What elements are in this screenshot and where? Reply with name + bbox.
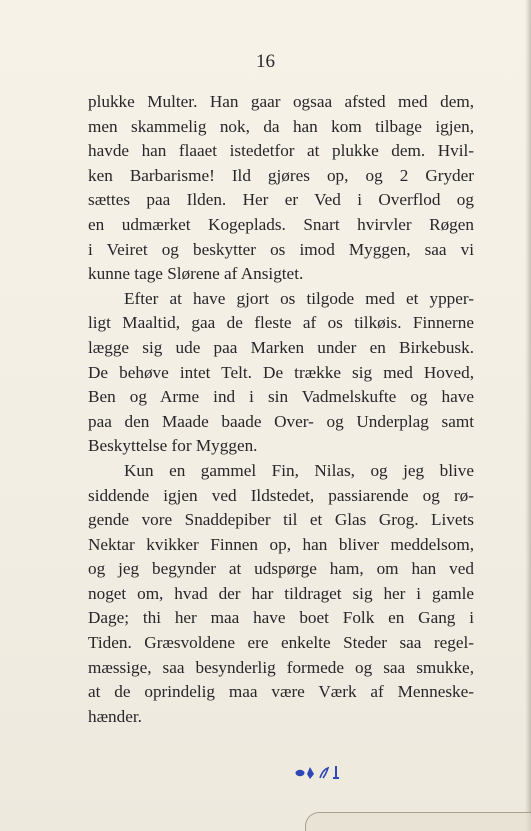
text-line: Efter at have gjort os tilgode med et ypper- <box>124 288 474 308</box>
text-line: gende vore Snaddepiber til et Glas Grog. Livets <box>88 510 474 530</box>
text-line: mæssige, saa besynderlig formede og saa smukke, <box>88 657 474 677</box>
page-edge-shadow <box>525 0 531 831</box>
page-number: 16 <box>256 51 275 72</box>
text-line: lægge sig ude paa Marken under en Birkebusk. <box>88 337 474 357</box>
text-line: Beskyttelse for Myggen. <box>88 436 258 456</box>
page-body-text <box>88 90 474 729</box>
paragraph-2 <box>88 287 474 459</box>
text-line: Tiden. Græsvoldene ere enkelte Steder saa regel- <box>88 633 474 653</box>
text-line: havde han flaaet istedetfor at plukke dem. Hvil- <box>88 141 474 161</box>
text-line: Dage; thi her maa have boet Folk en Gang i <box>88 608 474 628</box>
text-line: ligt Maaltid, gaa de fleste af os tilkøis. Finnerne <box>88 313 474 333</box>
text-line: ken Barbarisme! Ild gjøres op, og 2 Gryder <box>88 165 474 185</box>
text-line: siddende igjen ved Ildstedet, passiarende og rø- <box>88 485 474 505</box>
text-line: Ben og Arme ind i sin Vadmelskufte og have <box>88 387 474 407</box>
library-stamp-mark <box>290 762 360 784</box>
text-line: hænder. <box>88 706 142 726</box>
text-line: Kun en gammel Fin, Nilas, og jeg blive <box>124 460 474 480</box>
text-line: De behøve intet Telt. De trække sig med Hoved, <box>88 362 474 382</box>
text-line: at de oprindelig maa være Værk af Menneske- <box>88 682 474 702</box>
text-line: og jeg begynder at udspørge ham, om han ved <box>88 559 474 579</box>
page-corner-curl <box>305 812 531 831</box>
text-line: noget om, hvad der har tildraget sig her i gamle <box>88 583 474 603</box>
text-line: Nektar kvikker Finnen op, han bliver meddelsom, <box>88 534 474 554</box>
text-line: kunne tage Slørene af Ansigtet. <box>88 264 304 284</box>
text-line: paa den Maade baade Over- og Underplag samt <box>88 411 474 431</box>
text-line: men skammelig nok, da han kom tilbage igjen, <box>88 116 474 136</box>
text-line: sættes paa Ilden. Her er Ved i Overflod og <box>88 190 474 210</box>
text-line: plukke Multer. Han gaar ogsaa afsted med dem, <box>88 92 474 111</box>
paragraph-1 <box>88 90 474 287</box>
text-line: en udmærket Kogeplads. Snart hvirvler Røgen <box>88 214 474 234</box>
paragraph-3 <box>88 459 474 730</box>
text-line: i Veiret og beskytter os imod Myggen, saa vi <box>88 239 474 259</box>
